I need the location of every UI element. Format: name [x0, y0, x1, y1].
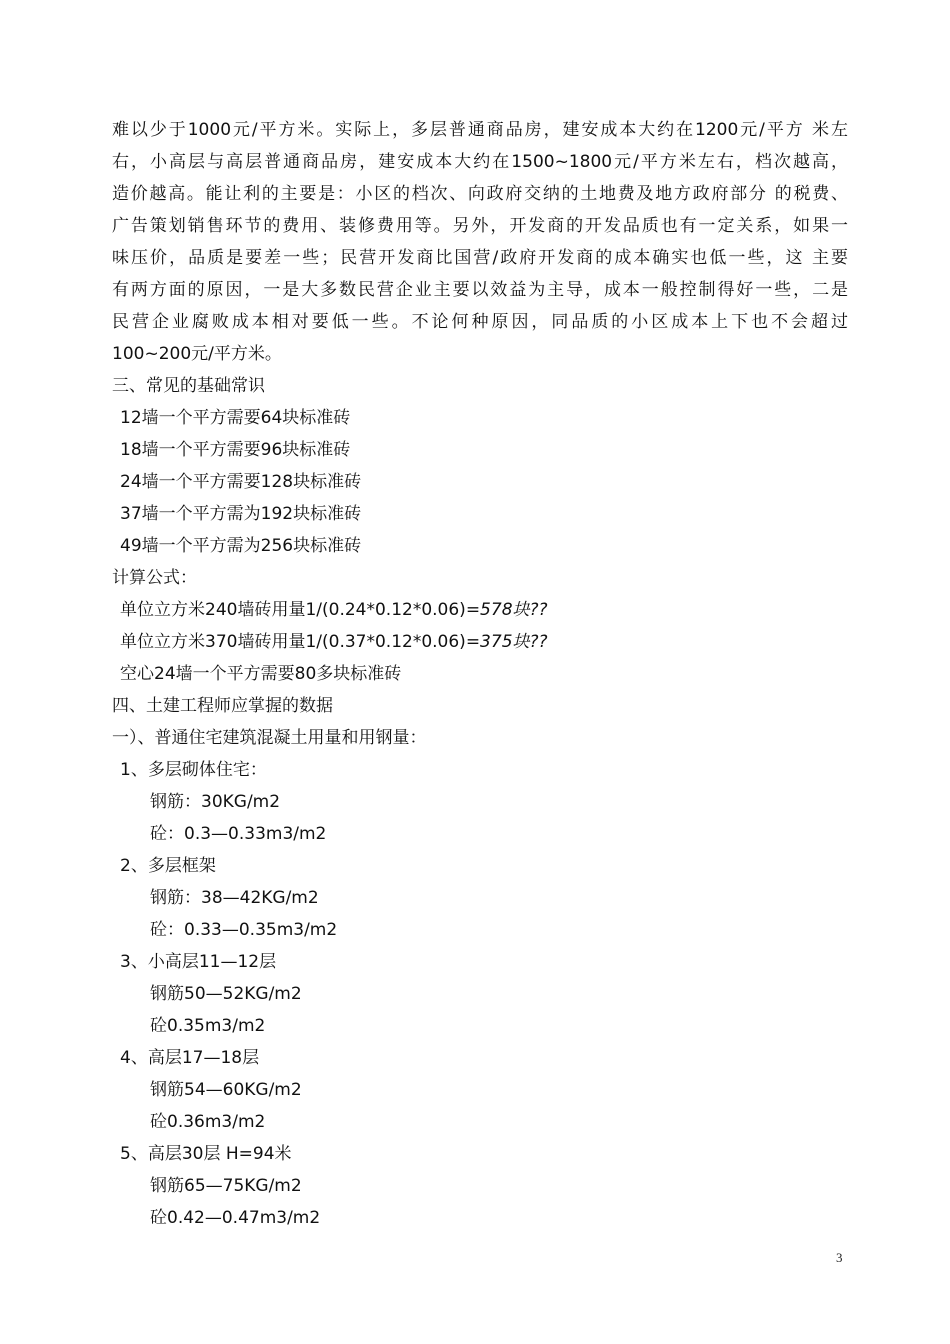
concrete-value: 砼：0.33—0.35m3/m2 [150, 920, 338, 940]
paragraph-line: 广告策划销售环节的费用、装修费用等。另外，开发商的开发品质也有一定关系，如果一 [112, 216, 848, 236]
concrete-value: 砼：0.3—0.33m3/m2 [150, 824, 327, 844]
paragraph-line: 民营企业腐败成本相对要低一些。不论何种原因，同品质的小区成本上下也不会超过 [112, 312, 848, 332]
brick-item: 12墙一个平方需要64块标准砖 [120, 408, 351, 428]
sub-heading: 一）、普通住宅建筑混凝土用量和用钢量： [112, 728, 427, 748]
group-title: 1、多层砌体住宅： [120, 760, 267, 780]
paragraph-line: 有两方面的原因，一是大多数民营企业主要以效益为主导，成本一般控制得好一些，二是 [112, 280, 848, 300]
group-title: 2、多层框架 [120, 856, 216, 876]
content-lines [112, 370, 848, 1234]
brick-item: 49墙一个平方需为256块标准砖 [120, 536, 362, 556]
steel-value: 钢筋：30KG/m2 [150, 792, 281, 812]
intro-paragraph [112, 114, 848, 370]
section-heading: 四、土建工程师应掌握的数据 [112, 696, 333, 716]
formula-result: =375块?? [465, 632, 548, 652]
brick-item: 24墙一个平方需要128块标准砖 [120, 472, 362, 492]
formula-result: =578块?? [465, 600, 548, 620]
paragraph-line: 右，小高层与高层普通商品房，建安成本大约在1500~1800元/平方米左右，档次越高， [112, 152, 848, 172]
concrete-value: 砼0.36m3/m2 [150, 1112, 266, 1132]
formula-note: 空心24墙一个平方需要80多块标准砖 [120, 664, 402, 684]
paragraph-line: 难以少于1000元/平方米。实际上，多层普通商品房，建安成本大约在1200元/平方 米左 [112, 120, 848, 140]
steel-value: 钢筋50—52KG/m2 [150, 984, 302, 1004]
page-number: 3 [836, 1250, 843, 1265]
steel-value: 钢筋：38—42KG/m2 [150, 888, 319, 908]
brick-item: 37墙一个平方需为192块标准砖 [120, 504, 362, 524]
paragraph-line: 味压价，品质是要差一些；民营开发商比国营/政府开发商的成本确实也低一些，这 主要 [112, 248, 848, 268]
formula-expression: 单位立方米370墙砖用量1/(0.37*0.12*0.06) [120, 632, 466, 652]
concrete-value: 砼0.35m3/m2 [150, 1016, 266, 1036]
group-title: 3、小高层11—12层 [120, 952, 277, 972]
paragraph-line: 造价越高。能让利的主要是：小区的档次、向政府交纳的土地费及地方政府部分 的税费、 [112, 184, 848, 204]
group-title: 5、高层30层 H=94米 [120, 1144, 292, 1164]
group-title: 4、高层17—18层 [120, 1048, 260, 1068]
formula-expression: 单位立方米240墙砖用量1/(0.24*0.12*0.06) [120, 600, 466, 620]
formula-line [112, 594, 848, 626]
formula-heading: 计算公式： [112, 568, 197, 588]
formula-line [112, 626, 848, 658]
concrete-value: 砼0.42—0.47m3/m2 [150, 1208, 321, 1228]
steel-value: 钢筋65—75KG/m2 [150, 1176, 302, 1196]
paragraph-line: 100~200元/平方米。 [112, 344, 282, 364]
section-heading: 三、常见的基础常识 [112, 376, 265, 396]
steel-value: 钢筋54—60KG/m2 [150, 1080, 302, 1100]
brick-item: 18墙一个平方需要96块标准砖 [120, 440, 351, 460]
